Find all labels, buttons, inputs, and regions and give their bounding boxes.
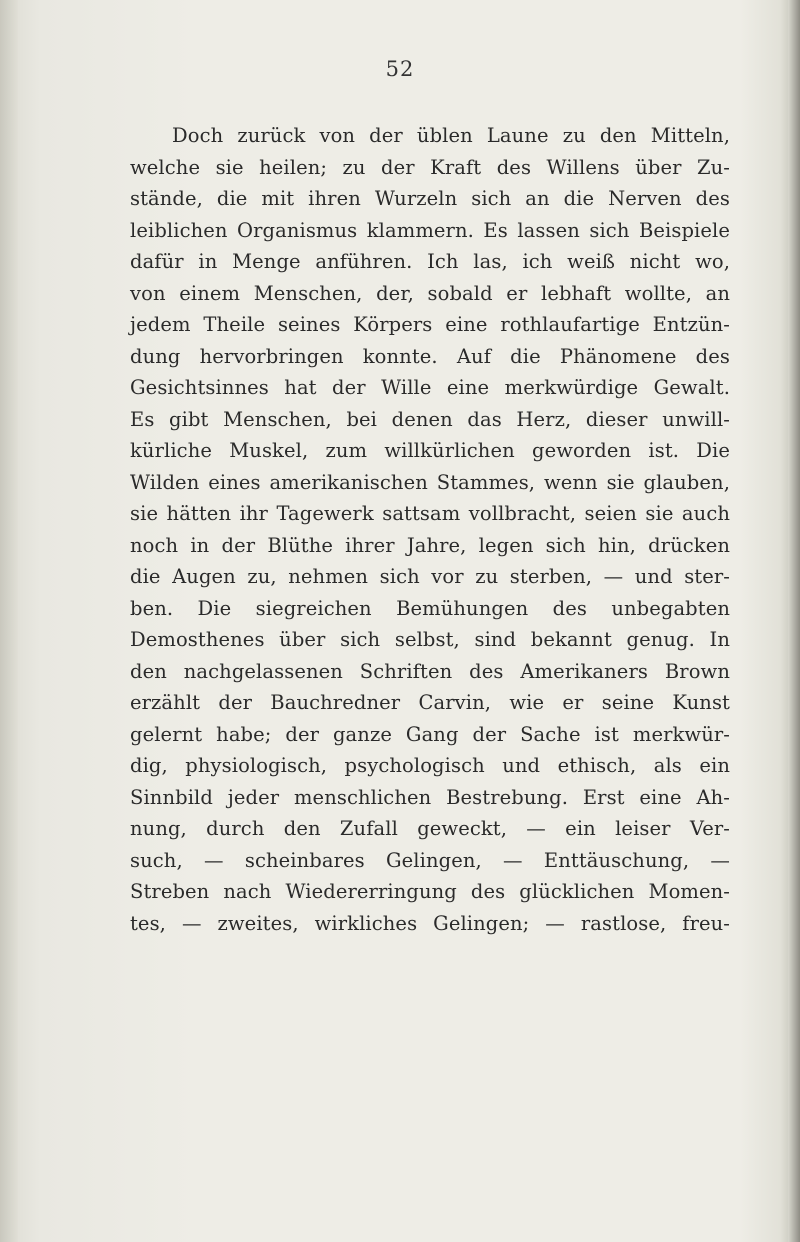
text-line: noch in der Blüthe ihrer Jahre, legen sich hin, drücken <box>130 533 730 557</box>
text-line: ben. Die siegreichen Bemühungen des unbegabten <box>130 596 730 620</box>
text-line: Es gibt Menschen, bei denen das Herz, dieser unwill- <box>130 407 730 431</box>
text-line: stände, die mit ihren Wurzeln sich an die Nerven des <box>130 187 730 210</box>
text-line: nung, durch den Zufall geweckt, — ein leiser Ver- <box>130 817 730 840</box>
text-line: such, — scheinbares Gelingen, — Enttäuschung, — <box>130 848 730 872</box>
text-line: Sinnbild jeder menschlichen Bestrebung. Erst eine Ah- <box>130 785 730 809</box>
text-line: dung hervorbringen konnte. Auf die Phänomene des <box>130 344 730 368</box>
text-line: welche sie heilen; zu der Kraft des Willens über Zu- <box>130 155 730 179</box>
text-line: dafür in Menge anführen. Ich las, ich weiß nicht wo, <box>130 250 730 273</box>
page-outer-edge <box>788 0 800 1242</box>
text-line: gelernt habe; der ganze Gang der Sache ist merkwür- <box>130 722 730 746</box>
text-line: jedem Theile seines Körpers eine rothlaufartige Entzün- <box>130 313 730 336</box>
text-line: Streben nach Wiedererringung des glücklichen Momen- <box>130 880 730 903</box>
text-line: Wilden eines amerikanischen Stammes, wenn sie glauben, <box>130 470 730 494</box>
body-text <box>130 120 730 939</box>
text-line: kürliche Muskel, zum willkürlichen geworden ist. Die <box>130 439 730 462</box>
text-line: Doch zurück von der üblen Laune zu den Mitteln, <box>172 124 730 147</box>
text-line: sie hätten ihr Tagewerk sattsam vollbracht, seien sie auch <box>130 502 730 525</box>
page-binding-edge <box>0 0 18 1242</box>
text-line: tes, — zweites, wirkliches Gelingen; — rastlose, freu- <box>130 911 730 935</box>
text-line: erzählt der Bauchredner Carvin, wie er seine Kunst <box>130 691 730 714</box>
text-line: Gesichtsinnes hat der Wille eine merkwürdige Gewalt. <box>130 376 730 399</box>
page-number: 52 <box>385 57 415 81</box>
text-line: den nachgelassenen Schriften des Amerikaners Brown <box>130 659 730 683</box>
text-line: leiblichen Organismus klammern. Es lassen sich Beispiele <box>130 218 730 242</box>
text-line: dig, physiologisch, psychologisch und ethisch, als ein <box>130 754 730 777</box>
text-line: die Augen zu, nehmen sich vor zu sterben, — und ster- <box>130 565 730 588</box>
text-line: Demosthenes über sich selbst, sind bekannt genug. In <box>130 628 730 651</box>
text-line: von einem Menschen, der, sobald er lebhaft wollte, an <box>130 281 730 305</box>
